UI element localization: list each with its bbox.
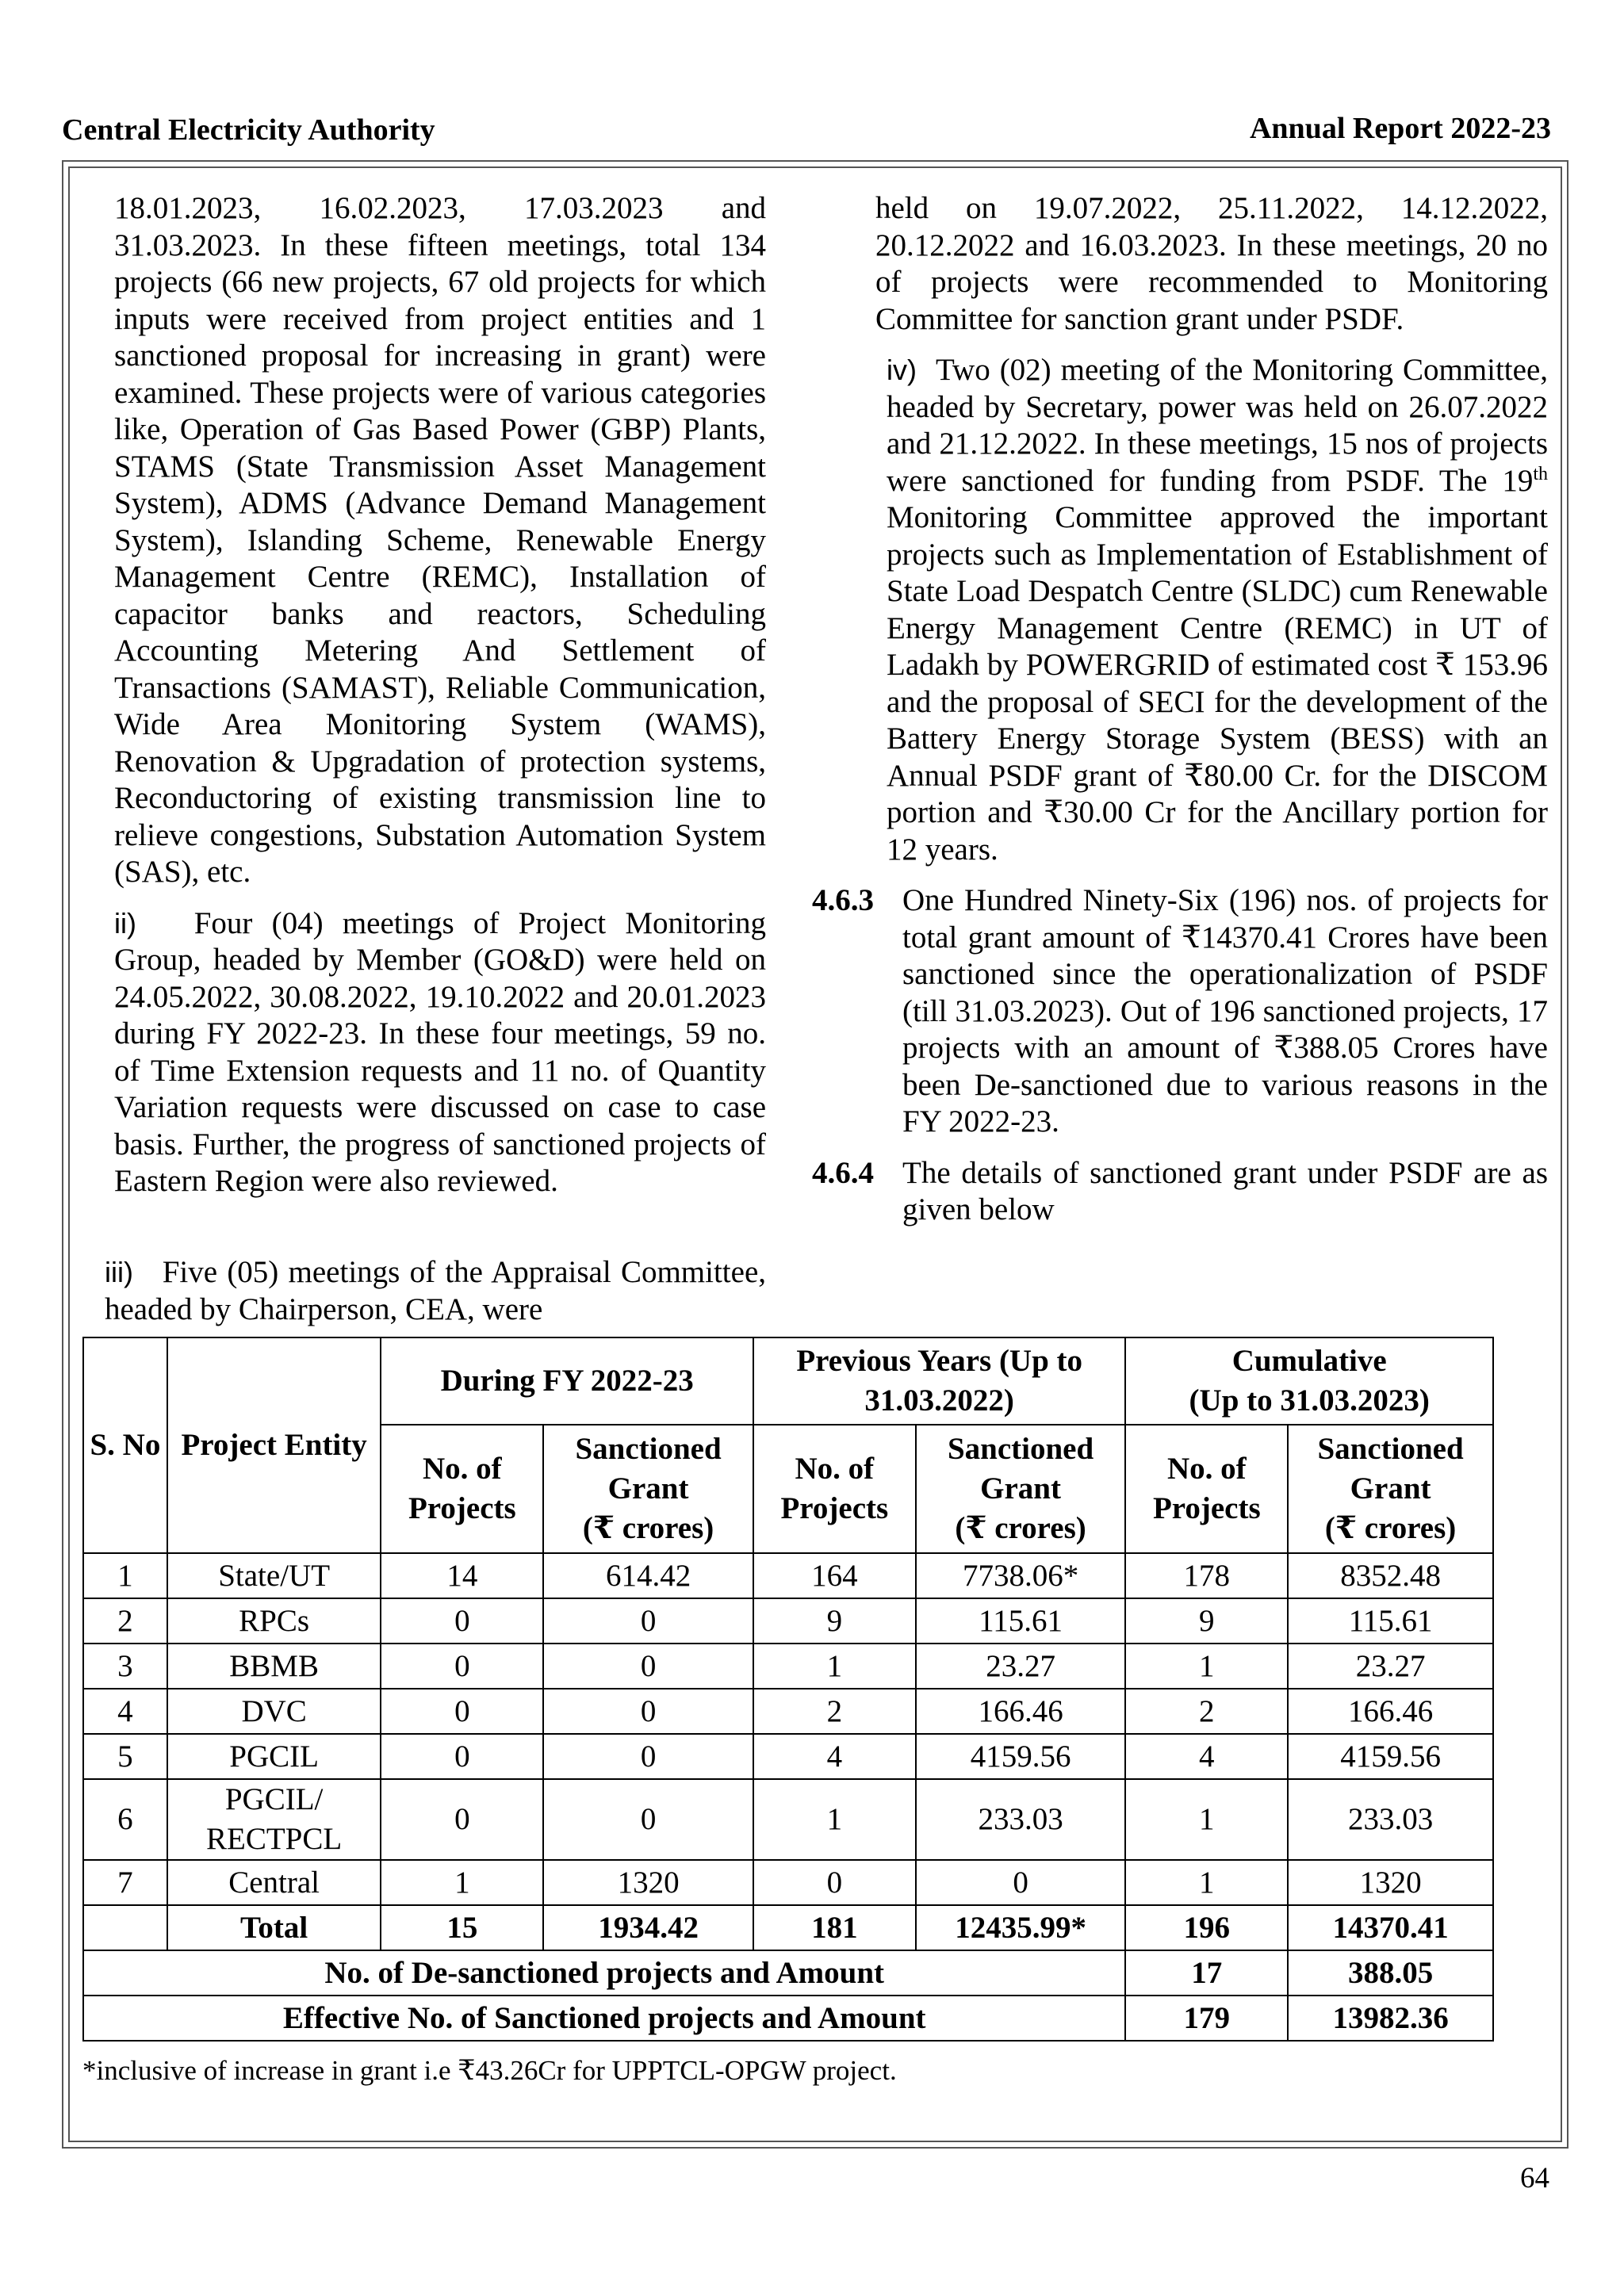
table-cell: 4 (83, 1689, 167, 1734)
col-header-sno: S. No (83, 1337, 167, 1553)
left-column (114, 190, 766, 1200)
table-cell: 4 (753, 1734, 916, 1779)
table-row (83, 1689, 1493, 1734)
col-header-noproj-prev: No. of Projects (753, 1425, 916, 1553)
total-cell: 196 (1125, 1905, 1288, 1950)
table-row (83, 1734, 1493, 1779)
table-effective-row (83, 1996, 1493, 2041)
table-cell: 233.03 (916, 1779, 1126, 1860)
total-cell: Total (167, 1905, 381, 1950)
table-header-row-1 (83, 1337, 1493, 1425)
col-header-cumulative (1125, 1337, 1493, 1425)
table-cell: 166.46 (916, 1689, 1126, 1734)
effective-count: 179 (1125, 1996, 1288, 2041)
table-cell: 115.61 (1288, 1598, 1493, 1644)
total-cell: 14370.41 (1288, 1905, 1493, 1950)
table-row (83, 1553, 1493, 1598)
table-cell: 0 (381, 1598, 543, 1644)
table-cell: 2 (753, 1689, 916, 1734)
col-header-cumulative-1: Cumulative (1231, 1344, 1387, 1378)
table-cell: 164 (753, 1553, 916, 1598)
desanctioned-count: 17 (1125, 1950, 1288, 1996)
section-4-6-3-number: 4.6.3 (812, 883, 874, 917)
table-cell: PGCIL/ RECTPCL (167, 1779, 381, 1860)
grant-unit: (₹ crores) (1324, 1511, 1457, 1545)
grant-label: Sanctioned Grant (575, 1432, 722, 1506)
grant-label: Sanctioned Grant (947, 1432, 1094, 1506)
table-cell: 0 (543, 1779, 753, 1860)
table-cell: 8352.48 (1288, 1553, 1493, 1598)
table-cell: RPCs (167, 1598, 381, 1644)
psdf-grant-table (82, 1337, 1494, 2042)
table-cell: 23.27 (916, 1644, 1126, 1689)
total-cell: 181 (753, 1905, 916, 1950)
table-cell: BBMB (167, 1644, 381, 1689)
table-cell: 1320 (543, 1860, 753, 1905)
table-desanctioned-row (83, 1950, 1493, 1996)
table-cell: 233.03 (1288, 1779, 1493, 1860)
table-cell: 4159.56 (1288, 1734, 1493, 1779)
header-org: Central Electricity Authority (62, 113, 435, 147)
left-para-2 (114, 905, 766, 1200)
table-cell: 0 (381, 1644, 543, 1689)
effective-amount: 13982.36 (1288, 1996, 1493, 2041)
table-cell: 1 (753, 1779, 916, 1860)
table-row (83, 1598, 1493, 1644)
total-cell (83, 1905, 167, 1950)
right-column (812, 190, 1549, 1229)
page-number: 64 (1520, 2162, 1549, 2195)
table-cell: 0 (543, 1689, 753, 1734)
table-cell: 1 (1125, 1860, 1288, 1905)
table-cell: 2 (1125, 1689, 1288, 1734)
table-cell: 1 (381, 1860, 543, 1905)
table-cell: 0 (543, 1644, 753, 1689)
table-cell: 5 (83, 1734, 167, 1779)
table-cell: DVC (167, 1689, 381, 1734)
col-header-cumulative-2: (Up to 31.03.2023) (1189, 1383, 1430, 1418)
table-cell: 1 (1125, 1779, 1288, 1860)
right-para-2-label: iv) (887, 354, 917, 386)
col-header-previous: Previous Years (Up to 31.03.2022) (753, 1337, 1125, 1425)
table-row (83, 1644, 1493, 1689)
right-para-2-text-b: Monitoring Committee approved the important projects such as Implementation of Establishment of State Load Despatch Centre (SLDC) cum Renewable Energy Management Centre (REMC) in UT of Ladakh by POWERGRID of estimated cost ₹ 153.96 and the proposal of SECI for the development of the Battery Energy Storage System (BESS) with an Annual PSDF grant of ₹80.00 Cr. for the DISCOM portion and ₹30.00 Cr for the Ancillary portion for 12 years. (887, 500, 1548, 867)
table-cell: 115.61 (916, 1598, 1126, 1644)
table-cell: 0 (543, 1598, 753, 1644)
table-cell: 9 (1125, 1598, 1288, 1644)
left-para-3-text: Five (05) meetings of the Appraisal Committee, headed by Chairperson, CEA, were (105, 1255, 766, 1326)
table-cell: 6 (83, 1779, 167, 1860)
table-cell: Central (167, 1860, 381, 1905)
table-cell: 9 (753, 1598, 916, 1644)
table-cell: 0 (543, 1734, 753, 1779)
table-cell: 0 (381, 1689, 543, 1734)
section-4-6-3 (812, 882, 1548, 1141)
left-para-3 (105, 1254, 766, 1328)
table-row (83, 1779, 1493, 1860)
grant-unit: (₹ crores) (955, 1511, 1086, 1545)
col-header-grant-prev (916, 1425, 1126, 1553)
grant-label: Sanctioned Grant (1317, 1432, 1464, 1506)
total-cell: 1934.42 (543, 1905, 753, 1950)
table-cell: 4 (1125, 1734, 1288, 1779)
table-cell: 0 (381, 1779, 543, 1860)
section-4-6-3-text: One Hundred Ninety-Six (196) nos. of projects for total grant amount of ₹14370.41 Crores have been sanctioned since the operationalization of PSDF (till 31.03.2023). Out of 196 sanctioned projects, 17 projects with an amount of ₹388.05 Crores have been De-sanctioned due to various reasons in the FY 2022-23. (902, 883, 1548, 1138)
section-4-6-4 (812, 1155, 1548, 1229)
right-para-2-sup: th (1533, 463, 1548, 484)
left-para-1: 18.01.2023, 16.02.2023, 17.03.2023 and 31.03.2023. In these fifteen meetings, total 134 projects (66 new projects, 67 old projects for which inputs were received from project entities and 1 sanctioned proposal for increasing in grant) were examined. These projects were of various categories like, Operation of Gas Based Power (GBP) Plants, STAMS (State Transmission Asset Management System), ADMS (Advance Demand Management System), Islanding Scheme, Renewable Energy Management Centre (REMC), Installation of capacitor banks and reactors, Scheduling Accounting Metering And Settlement of Transactions (SAMAST), Reliable Communication, Wide Area Monitoring System (WAMS), Renovation & Upgradation of protection systems, Reconductoring of existing transmission line to relieve congestions, Substation Automation System (SAS), etc. (114, 191, 766, 889)
table-cell: 166.46 (1288, 1689, 1493, 1734)
table-cell: 0 (381, 1734, 543, 1779)
table-cell: 7 (83, 1860, 167, 1905)
header-report-title: Annual Report 2022-23 (1249, 112, 1551, 145)
col-header-noproj-cum: No. of Projects (1125, 1425, 1288, 1553)
col-header-grant-during (543, 1425, 753, 1553)
table-cell: 0 (753, 1860, 916, 1905)
total-cell: 15 (381, 1905, 543, 1950)
right-para-2 (875, 352, 1548, 868)
section-4-6-4-text: The details of sanctioned grant under PSDF are as given below (902, 1155, 1548, 1226)
table-cell: 4159.56 (916, 1734, 1126, 1779)
table-cell: 0 (916, 1860, 1126, 1905)
effective-label: Effective No. of Sanctioned projects and Amount (83, 1996, 1125, 2041)
table-cell: 1 (1125, 1644, 1288, 1689)
table-cell: 23.27 (1288, 1644, 1493, 1689)
table-cell: 614.42 (543, 1553, 753, 1598)
right-para-1: held on 19.07.2022, 25.11.2022, 14.12.2022, 20.12.2022 and 16.03.2023. In these meetings, 20 no of projects were recommended to Monitoring Committee for sanction grant under PSDF. (875, 191, 1548, 336)
col-header-during: During FY 2022-23 (381, 1337, 753, 1425)
total-cell: 12435.99* (916, 1905, 1126, 1950)
table-footnote: *inclusive of increase in grant i.e ₹43.26Cr for UPPTCL-OPGW project. (82, 2055, 897, 2086)
table-cell: 3 (83, 1644, 167, 1689)
table-cell: 1 (753, 1644, 916, 1689)
desanctioned-amount: 388.05 (1288, 1950, 1493, 1996)
left-para-2-text: Four (04) meetings of Project Monitoring Group, headed by Member (GO&D) were held on 24.05.2022, 30.08.2022, 19.10.2022 and 20.01.2023 during FY 2022-23. In these four meetings, 59 no. of Time Extension requests and 11 no. of Quantity Variation requests were discussed on case to case basis. Further, the progress of sanctioned projects of Eastern Region were also reviewed. (114, 905, 767, 1198)
table-cell: 2 (83, 1598, 167, 1644)
left-para-3-label: iii) (105, 1256, 133, 1288)
table-cell: 7738.06* (916, 1553, 1126, 1598)
left-para-2-label: ii) (114, 906, 136, 939)
table-row (83, 1860, 1493, 1905)
right-para-2-text-a: Two (02) meeting of the Monitoring Committee, headed by Secretary, power was held on 26.07.2022 and 21.12.2022. In these meetings, 15 nos of projects were sanctioned for funding from PSDF. The 19 (887, 353, 1549, 498)
col-header-entity: Project Entity (167, 1337, 381, 1553)
col-header-grant-cum (1288, 1425, 1493, 1553)
table-cell: 178 (1125, 1553, 1288, 1598)
table-cell: 1 (83, 1553, 167, 1598)
desanctioned-label: No. of De-sanctioned projects and Amount (83, 1950, 1125, 1996)
table-cell: PGCIL (167, 1734, 381, 1779)
table-cell: 1320 (1288, 1860, 1493, 1905)
col-header-noproj-during: No. of Projects (381, 1425, 543, 1553)
table-cell: 14 (381, 1553, 543, 1598)
grant-unit: (₹ crores) (582, 1511, 714, 1545)
section-4-6-4-number: 4.6.4 (812, 1155, 874, 1190)
table-cell: State/UT (167, 1553, 381, 1598)
table-total-row (83, 1905, 1493, 1950)
